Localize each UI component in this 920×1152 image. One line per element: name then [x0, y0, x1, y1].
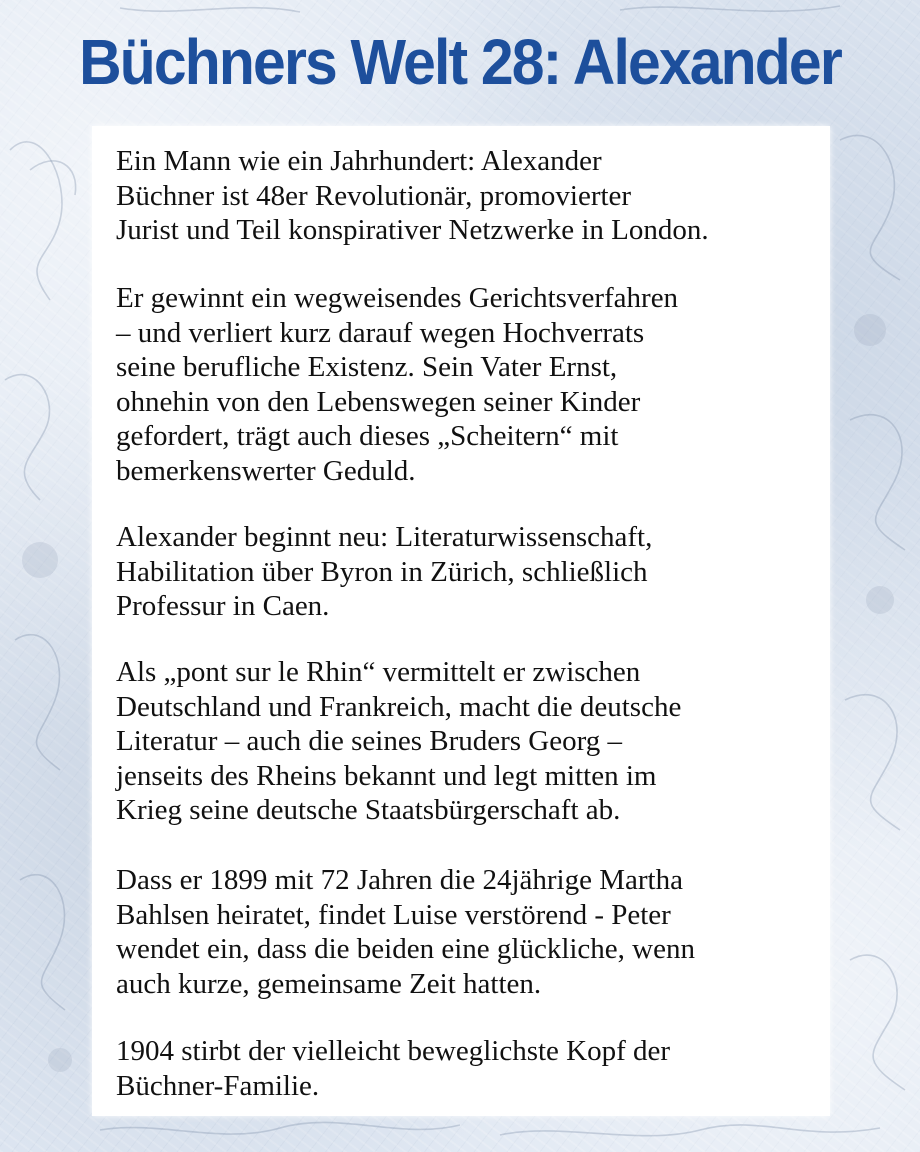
paragraph-line: Professur in Caen. [116, 590, 330, 622]
paragraph-line: wendet ein, dass die beiden eine glückliche, wenn [116, 933, 695, 965]
paragraph-line: gefordert, trägt auch dieses „Scheitern“ mit [116, 420, 619, 452]
paragraph-line: jenseits des Rheins bekannt und legt mitten im [116, 759, 657, 792]
paragraph-1 [116, 144, 828, 248]
paragraph-line: bemerkenswerter Geduld. [116, 454, 416, 487]
paragraph-line: Alexander beginnt neu: Literaturwissenschaft, [116, 521, 653, 553]
page-title: Büchners Welt 28: Alexander [79, 26, 841, 98]
paragraph-line: auch kurze, gemeinsame Zeit hatten. [116, 967, 542, 1000]
paragraph-line: Büchner ist 48er Revolutionär, promovierter [116, 179, 632, 212]
paragraph-line: Literatur – auch die seines Bruders Georg – [116, 725, 622, 757]
paragraph-line: seine berufliche Existenz. Sein Vater Ernst, [116, 351, 618, 383]
paragraph-line: Habilitation über Byron in Zürich, schließlich [116, 555, 648, 588]
paragraph-line: Büchner-Familie. [116, 1069, 320, 1102]
paragraph-6 [116, 1034, 828, 1103]
paragraph-line: Er gewinnt ein wegweisendes Gerichtsverfahren [116, 282, 679, 314]
paragraph-line: Dass er 1899 mit 72 Jahren die 24jährige Martha [116, 864, 683, 896]
paragraph-line: Deutschland und Frankreich, macht die deutsche [116, 690, 682, 723]
paragraph-line: Jurist und Teil konspirativer Netzwerke in London. [116, 214, 709, 246]
paragraph-4 [116, 655, 828, 828]
paragraph-line: ohnehin von den Lebenswegen seiner Kinder [116, 385, 641, 418]
paragraph-line: – und verliert kurz darauf wegen Hochverrats [116, 316, 645, 349]
paragraph-line: 1904 stirbt der vielleicht beweglichste Kopf der [116, 1035, 671, 1067]
paragraph-5 [116, 863, 828, 1001]
paragraph-2 [116, 281, 828, 488]
paragraph-line: Krieg seine deutsche Staatsbürgerschaft ab. [116, 794, 621, 826]
paragraph-3 [116, 520, 828, 624]
paragraph-line: Bahlsen heiratet, findet Luise verstörend - Peter [116, 898, 671, 931]
paragraph-line: Als „pont sur le Rhin“ vermittelt er zwischen [116, 656, 641, 688]
paragraph-line: Ein Mann wie ein Jahrhundert: Alexander [116, 145, 602, 177]
